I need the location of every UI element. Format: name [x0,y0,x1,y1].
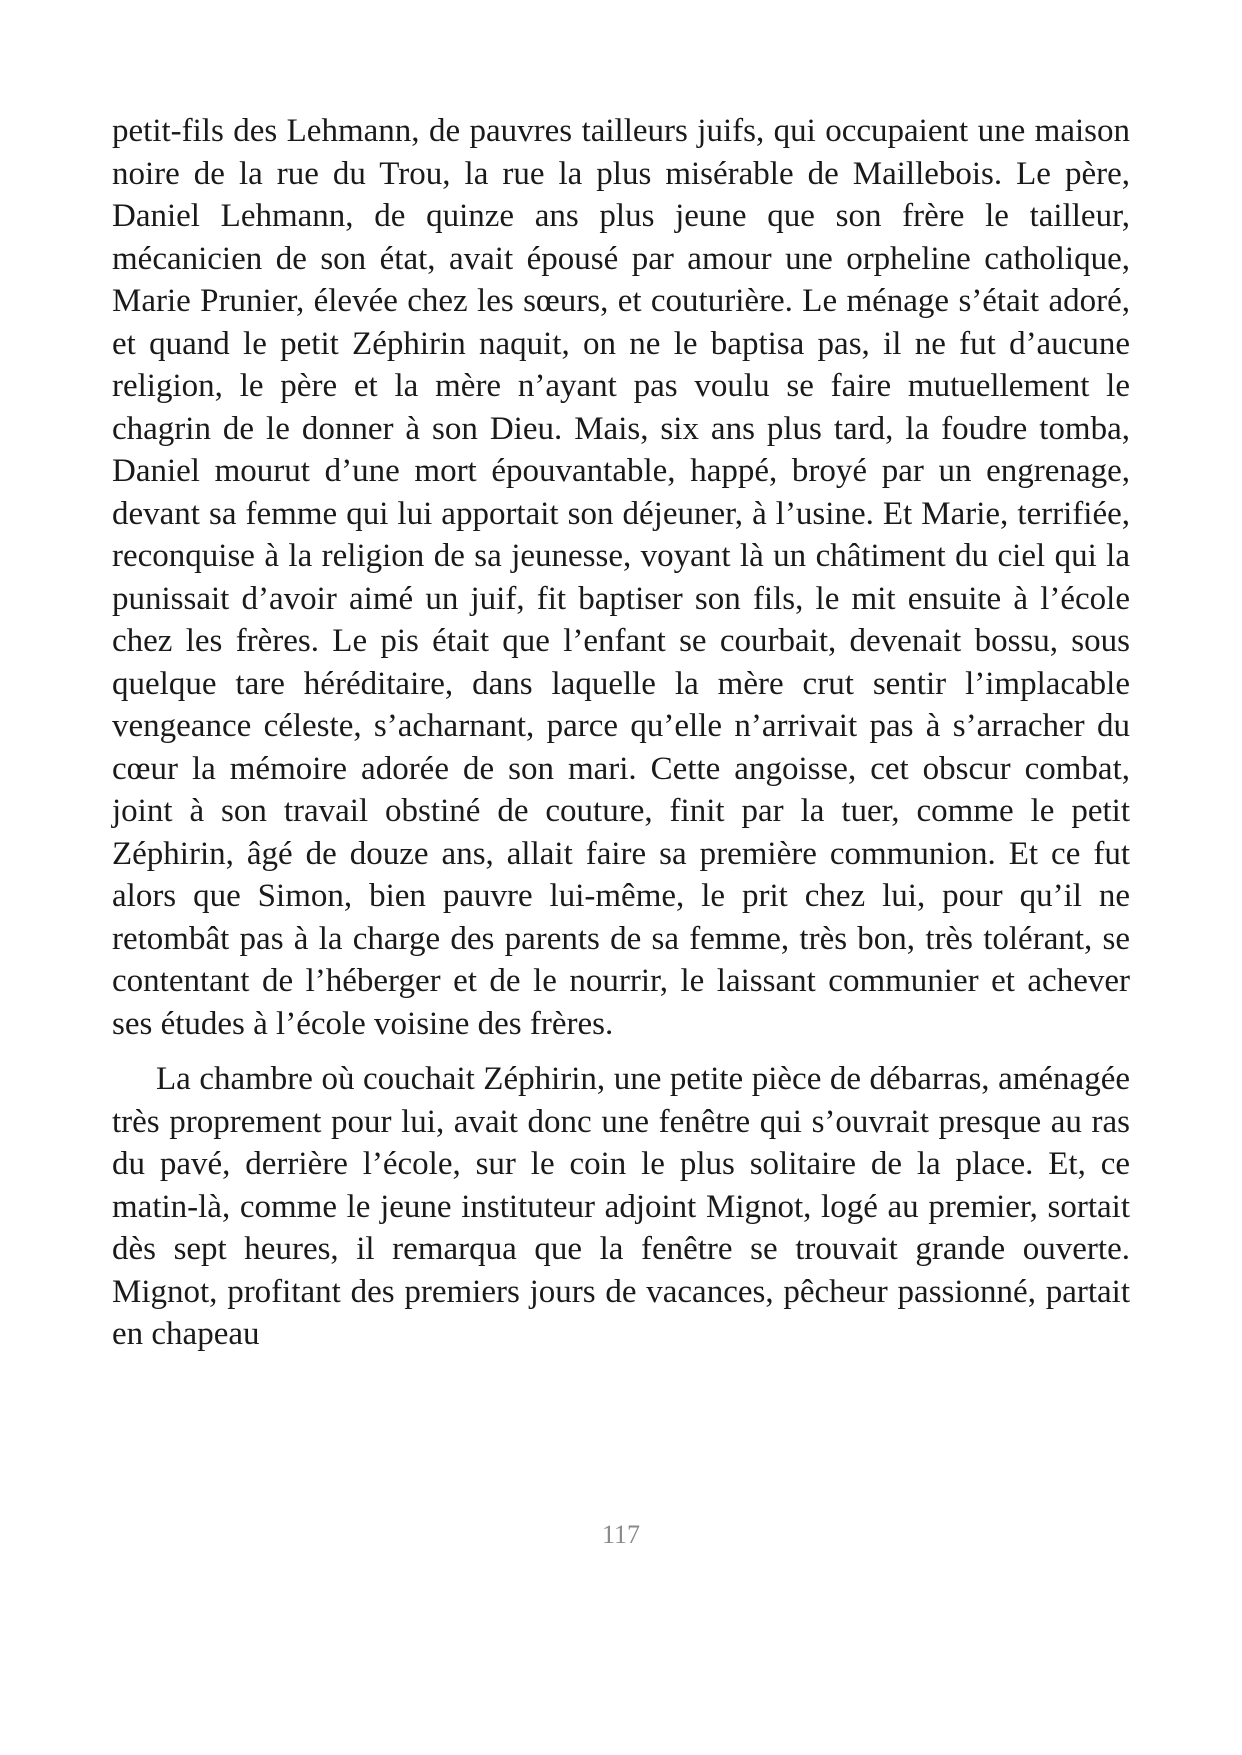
paragraph-bedroom: La chambre où couchait Zéphirin, une petite pièce de débarras, aménagée très proprement pour lui, avait donc une fenêtre qui s’ouvrait presque au ras du pavé, derrière l’école, sur le coin le plus solitaire de la place. Et, ce matin-là, comme le jeune instituteur adjoint Mignot, logé au premier, sortait dès sept heures, il remarqua que la fenêtre se trouvait grande ouverte. Mignot, profitant des premiers jours de vacances, pêcheur passionné, partait en chapeau [112,1061,1130,1352]
page-number: 117 [601,1520,641,1549]
body-text [112,110,1130,1356]
paragraph-continued: petit-fils des Lehmann, de pauvres tailleurs juifs, qui occupaient une maison noire de la rue du Trou, la rue la plus misérable de Maillebois. Le père, Daniel Lehmann, de quinze ans plus jeune que son frère le tailleur, mécanicien de son état, avait épousé par amour une orpheline catholique, Marie Prunier, élevée chez les sœurs, et couturière. Le ménage s’était adoré, et quand le petit Zéphirin naquit, on ne le baptisa pas, il ne fut d’aucune religion, le père et la mère n’ayant pas voulu se faire mutuellement le chagrin de le donner à son Dieu. Mais, six ans plus tard, la foudre tomba, Daniel mourut d’une mort épouvantable, happé, broyé par un engrenage, devant sa femme qui lui apportait son déjeuner, à l’usine. Et Marie, terrifiée, reconquise à la religion de sa jeunesse, voyant là un châtiment du ciel qui la punissait d’avoir aimé un juif, fit baptiser son fils, le mit ensuite à l’école chez les frères. Le pis était que l’enfant se courbait, devenait bossu, sous quelque tare héréditaire, dans laquelle la mère crut sentir l’implacable vengeance céleste, s’acharnant, parce qu’elle n’arrivait pas à s’arracher du cœur la mémoire adorée de son mari. Cette angoisse, cet obscur combat, joint à son travail obstiné de couture, finit par la tuer, comme le petit Zéphirin, âgé de douze ans, allait faire sa première communion. Et ce fut alors que Simon, bien pauvre lui-même, le prit chez lui, pour qu’il ne retombât pas à la charge des parents de sa femme, très bon, très tolérant, se contentant de l’héberger et de le nourrir, le laissant communier et achever ses études à l’école voisine des frères. [112,113,1130,1042]
